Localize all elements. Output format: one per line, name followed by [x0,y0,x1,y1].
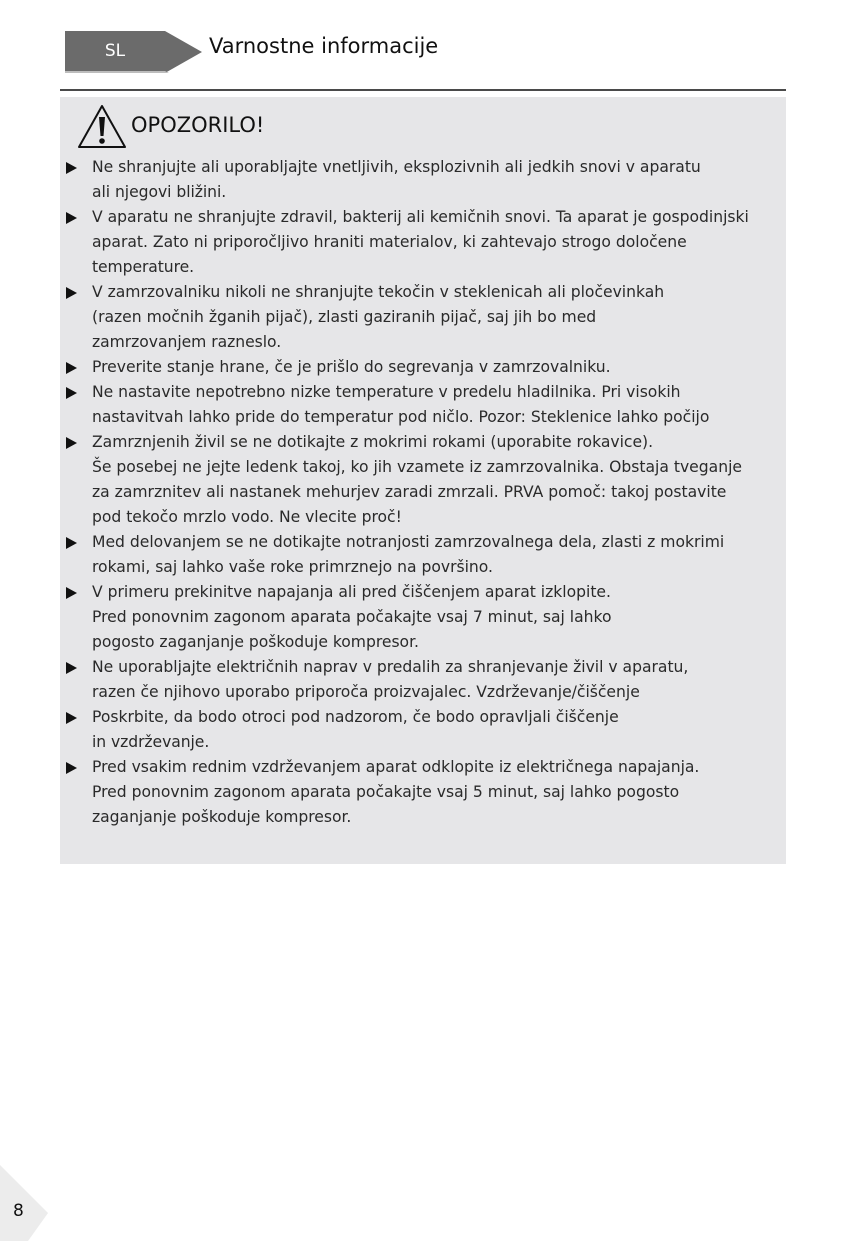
text-line: V primeru prekinitve napajanja ali pred čiščenjem aparat izklopite. [92,583,611,601]
warning-item-text [92,530,783,580]
bullet-triangle-icon [66,437,77,449]
warning-item-text [92,755,783,830]
bullet-triangle-icon [66,362,77,374]
text-line: Pred ponovnim zagonom aparata počakajte vsaj 7 minut, saj lahko [92,608,612,626]
page-number: 8 [13,1201,24,1221]
warning-item [64,580,783,655]
text-line: V aparatu ne shranjujte zdravil, bakterij ali kemičnih snovi. Ta aparat je gospodinjski [92,208,749,226]
warning-item [64,280,783,355]
warning-item-text [92,355,783,380]
page-number-tab [0,1165,50,1241]
bullet-triangle-icon [66,212,77,224]
header-divider [60,89,786,91]
text-line: Še posebej ne jejte ledenk takoj, ko jih vzamete iz zamrzovalnika. Obstaja tveganje [92,458,742,476]
text-line: razen če njihovo uporabo priporoča proizvajalec. Vzdrževanje/čiščenje [92,683,640,701]
text-line: nastavitvah lahko pride do temperatur pod ničlo. Pozor: Steklenice lahko počijo [92,408,710,426]
text-line: Zamrznjenih živil se ne dotikajte z mokrimi rokami (uporabite rokavice). [92,433,654,451]
warning-item-text [92,580,783,655]
warning-item-text [92,430,783,530]
warning-item [64,655,783,705]
warning-item [64,205,783,280]
bullet-triangle-icon [66,387,77,399]
bullet-triangle-icon [66,712,77,724]
text-line: Ne uporabljajte električnih naprav v predalih za shranjevanje živil v aparatu, [92,658,689,676]
warning-item-text [92,280,783,355]
warning-title: OPOZORILO! [131,113,265,137]
text-line: temperature. [92,258,194,276]
text-line: Ne nastavite nepotrebno nizke temperature v predelu hladilnika. Pri visokih [92,383,681,401]
text-line: za zamrznitev ali nastanek mehurjev zaradi zmrzali. PRVA pomoč: takoj postavite [92,483,727,501]
bullet-triangle-icon [66,662,77,674]
text-line: Preverite stanje hrane, če je prišlo do segrevanja v zamrzovalniku. [92,358,611,376]
text-line: Poskrbite, da bodo otroci pod nadzorom, če bodo opravljali čiščenje [92,708,619,726]
page-title: Varnostne informacije [209,34,439,58]
text-line: rokami, saj lahko vaše roke primrznejo na površino. [92,558,493,576]
warning-item-text [92,205,783,280]
warning-item [64,530,783,580]
warning-item-text [92,155,783,205]
text-line: pogosto zaganjanje poškoduje kompresor. [92,633,419,651]
text-line: aparat. Zato ni priporočljivo hraniti materialov, ki zahtevajo strogo določene [92,233,687,251]
text-line: pod tekočo mrzlo vodo. Ne vlecite proč! [92,508,402,526]
text-line: Ne shranjujte ali uporabljajte vnetljivih, eksplozivnih ali jedkih snovi v aparatu [92,158,701,176]
language-code: SL [104,41,126,61]
text-line: zamrzovanjem razneslo. [92,333,282,351]
text-line: Med delovanjem se ne dotikajte notranjosti zamrzovalnega dela, zlasti z mokrimi [92,533,725,551]
text-line: (razen močnih žganih pijač), zlasti gaziranih pijač, saj jih bo med [92,308,597,326]
text-line: V zamrzovalniku nikoli ne shranjujte tekočin v steklenicah ali pločevinkah [92,283,665,301]
warning-list [64,155,783,830]
bullet-triangle-icon [66,537,77,549]
bullet-triangle-icon [66,587,77,599]
warning-item [64,380,783,430]
text-line: in vzdrževanje. [92,733,210,751]
language-tab [65,31,202,73]
warning-item [64,430,783,530]
text-line: ali njegovi bližini. [92,183,227,201]
bullet-triangle-icon [66,162,77,174]
warning-item-text [92,655,783,705]
warning-item-text [92,705,783,755]
text-line: Pred ponovnim zagonom aparata počakajte vsaj 5 minut, saj lahko pogosto [92,783,680,801]
warning-triangle-icon [76,103,128,151]
warning-item [64,705,783,755]
warning-item [64,755,783,830]
warning-item [64,355,783,380]
text-line: Pred vsakim rednim vzdrževanjem aparat odklopite iz električnega napajanja. [92,758,700,776]
warning-item [64,155,783,205]
bullet-triangle-icon [66,762,77,774]
warning-item-text [92,380,783,430]
bullet-triangle-icon [66,287,77,299]
text-line: zaganjanje poškoduje kompresor. [92,808,352,826]
